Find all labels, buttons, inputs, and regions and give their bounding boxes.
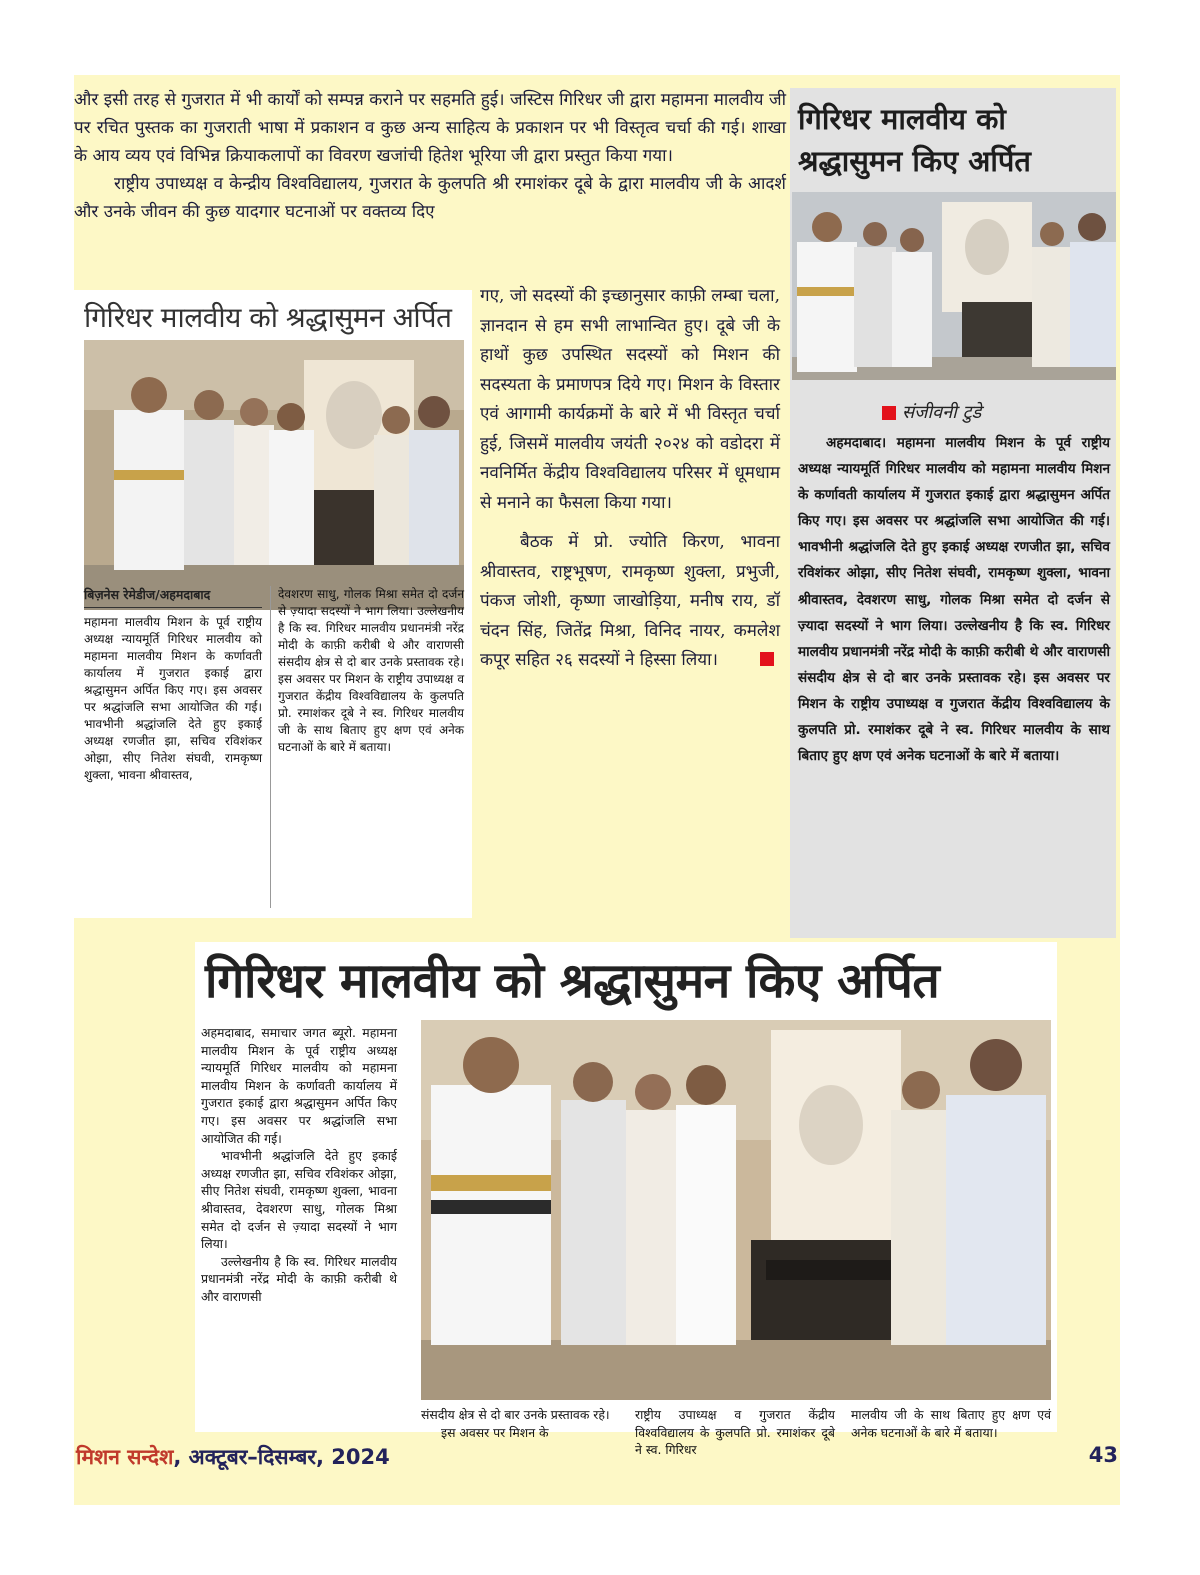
clipping-bottom-left-column [201, 1024, 397, 1306]
page-footer [74, 1439, 1120, 1477]
clipping-left-headline: गिरिधर मालवीय को श्रद्धासुमन अर्पित [84, 301, 452, 334]
clipping-bottom-column-4-text: मालवीय जी के साथ बिताए हुए क्षण एवं अनेक घटनाओं के बारे में बताया। [851, 1407, 1051, 1440]
clipping-bottom-left-text-2: भावभीनी श्रद्धांजलि देते हुए इकाई अध्यक्ष रणजीत झा, सचिव रविशंकर ओझा, सीए नितेश संघवी, रामकृष्ण शुक्ला, भावना श्रीवास्तव, देवशरण साधु, गोलक मिश्रा समेत दो दर्जन से ज़्यादा सदस्यों ने भाग लिया। [201, 1148, 397, 1252]
clipping-right-headline-line-2: श्रद्धासुमन किए अर्पित [798, 144, 1031, 178]
footer-publication [76, 1443, 390, 1471]
clipping-right-body-text: अहमदाबाद। महामना मालवीय मिशन के पूर्व राष्ट्रीय अध्यक्ष न्यायमूर्ति गिरिधर मालवीय को महामना मालवीय मिशन के कर्णावती कार्यालय में गुजरात इकाई द्वारा श्रद्धासुमन अर्पित किए गए। इस अवसर पर श्रद्धांजलि सभा आयोजित की गई। भावभीनी श्रद्धांजलि देते हुए इकाई अध्यक्ष रणजीत झा, सचिव रविशंकर ओझा, सीए नितेश संघवी, रामकृष्ण शुक्ला, भावना श्रीवास्तव, देवशरण साधु, गोलक मिश्रा समेत दो दर्जन से ज़्यादा सदस्यों ने भाग लिया। उल्लेखनीय है कि स्व. गिरिधर मालवीय प्रधानमंत्री नरेंद्र मोदी के काफ़ी करीबी थे और वाराणसी संसदीय क्षेत्र से दो बार उनके प्रस्तावक रहे। इस अवसर पर मिशन के राष्ट्रीय उपाध्यक्ष व गुजरात केंद्रीय विश्वविद्यालय के कुलपति प्रो. रमाशंकर दूबे ने स्व. गिरिधर मालवीय के साथ बिताए हुए क्षण एवं अनेक घटनाओं के बारे में बताया। [798, 435, 1110, 765]
clipping-bottom-column-4 [851, 1406, 1051, 1441]
footer-mission-name: मिशन सन्देश [76, 1445, 174, 1469]
article-paragraph-1: और इसी तरह से गुजरात में भी कार्यों को सम्पन्न कराने पर सहमति हुई। जस्टिस गिरिधर जी द्वारा महामना मालवीय जी पर रचित पुस्तक का गुजराती भाषा में प्रकाशन व कुछ अन्य साहित्य के प्रकाशन पर भी विस्तृत्व चर्चा की गई। शाखा के आय व्यय एवं विभिन्न क्रियाकलापों का विवरण खजांची हितेश भूरिया जी द्वारा प्रस्तुत किया गया। [74, 90, 786, 166]
clipping-left-byline: बिज़नेस रेमेडीज/अहमदाबाद [84, 586, 262, 608]
clipping-bottom-column-2-text-1: संसदीय क्षेत्र से दो बार उनके प्रस्तावक रहे। [421, 1407, 610, 1422]
clipping-bottom-photo [421, 1020, 1051, 1400]
clipping-left-column-1 [84, 586, 262, 784]
article-top [74, 86, 786, 226]
source-marker-icon [882, 406, 896, 420]
clipping-right-photo [792, 192, 1116, 380]
clipping-bottom-column-2-text-2: इस अवसर पर मिशन के [441, 1424, 549, 1440]
end-marker-icon [760, 652, 774, 666]
clipping-bottom-left-text-3: उल्लेखनीय है कि स्व. गिरिधर मालवीय प्रधानमंत्री नरेंद्र मोदी के काफ़ी करीबी थे और वाराणसी [201, 1253, 397, 1304]
clipping-right-body [798, 430, 1110, 769]
clipping-bottom-headline: गिरिधर मालवीय को श्रद्धासुमन किए अर्पित [205, 953, 940, 1009]
clipping-right-source: संजीवनी टुडे [902, 402, 982, 423]
clipping-business-remedies [74, 290, 472, 918]
clipping-left-photo [84, 340, 464, 610]
clipping-sanjeevani-today [790, 88, 1116, 938]
clipping-left-column-2 [278, 586, 464, 756]
article-paragraph-3: बैठक में प्रो. ज्योति किरण, भावना श्रीवास्तव, राष्ट्रभूषण, रामकृष्ण शुक्ला, प्रभुजी, पंकज जोशी, कृष्णा जाखोड़िया, मनीष राय, डॉ चंदन सिंह, जितेंद्र मिश्रा, विनिद नायर, कमलेश कपूर सहित २६ सदस्यों ने हिस्सा लिया। [480, 532, 780, 670]
clipping-left-column-1-text: महामना मालवीय मिशन के पूर्व राष्ट्रीय अध्यक्ष न्यायमूर्ति गिरिधर मालवीय को महामना मालवीय मिशन के कर्णावती कार्यालय में गुजरात इकाई द्वारा श्रद्धासुमन अर्पित किए गए। इस अवसर पर श्रद्धांजलि सभा आयोजित की गई। भावभीनी श्रद्धांजलि देते हुए इकाई अध्यक्ष रणजीत झा, सचिव रविशंकर ओझा, सीए नितेश संघवी, रामकृष्ण शुक्ला, भावना श्रीवास्तव, [84, 615, 262, 782]
footer-issue: , अक्टूबर–दिसम्बर, 2024 [173, 1445, 390, 1469]
article-continuation [480, 282, 780, 676]
page-number: 43 [1088, 1443, 1118, 1467]
clipping-samachar-jagat [195, 942, 1057, 1458]
clipping-bottom-column-3-text: राष्ट्रीय उपाध्यक्ष व गुजरात केंद्रीय विश्वविद्यालय के कुलपति प्रो. रमाशंकर दूबे ने स्व. गिरिधर [635, 1407, 835, 1458]
article-paragraph-2-continued: गए, जो सदस्यों की इच्छानुसार काफ़ी लम्बा चला, ज्ञानदान से हम सभी लाभान्वित हुए। दूबे जी के हाथों कुछ उपस्थित सदस्यों को मिशन की सदस्यता के प्रमाणपत्र दिये गए। मिशन के विस्तार एवं आगामी कार्यक्रमों के बारे में भी विस्तृत चर्चा हुई, जिसमें मालवीय जयंती २०२४ को वडोदरा में नवनिर्मित केंद्रीय विश्वविद्यालय परिसर में धूमधाम से मनाने का फैसला किया गया। [480, 286, 780, 513]
clipping-right-headline-line-1: गिरिधर मालवीय को [798, 102, 1006, 136]
clipping-right-headline [798, 98, 1108, 182]
clipping-bottom-column-2 [421, 1406, 621, 1441]
clipping-left-column-2-text: देवशरण साधु, गोलक मिश्रा समेत दो दर्जन से ज़्यादा सदस्यों ने भाग लिया। उल्लेखनीय है कि स्व. गिरिधर मालवीय प्रधानमंत्री नरेंद्र मोदी के काफ़ी करीबी थे और वाराणसी संसदीय क्षेत्र से दो बार उनके प्रस्तावक रहे। इस अवसर पर मिशन के राष्ट्रीय उपाध्यक्ष व गुजरात केंद्रीय विश्वविद्यालय के कुलपति प्रो. रमाशंकर दूबे ने स्व. गिरिधर मालवीय जी के साथ बिताए हुए क्षण एवं अनेक घटनाओं के बारे में बताया। [278, 587, 464, 754]
clipping-bottom-left-text-1: अहमदाबाद, समाचार जगत ब्यूरो. महामना मालवीय मिशन के पूर्व राष्ट्रीय अध्यक्ष न्यायमूर्ति गिरिधर मालवीय को महामना मालवीय मिशन के कर्णावती कार्यालय में गुजरात इकाई द्वारा श्रद्धासुमन अर्पित किए गए। इस अवसर पर श्रद्धांजलि सभा आयोजित की गई। [201, 1025, 397, 1146]
article-paragraph-2: राष्ट्रीय उपाध्यक्ष व केन्द्रीय विश्वविद्यालय, गुजरात के कुलपति श्री रमाशंकर दूबे के द्वारा मालवीय जी के आदर्श और उनके जीवन की कुछ यादगार घटनाओं पर वक्तव्य दिए [74, 174, 786, 222]
